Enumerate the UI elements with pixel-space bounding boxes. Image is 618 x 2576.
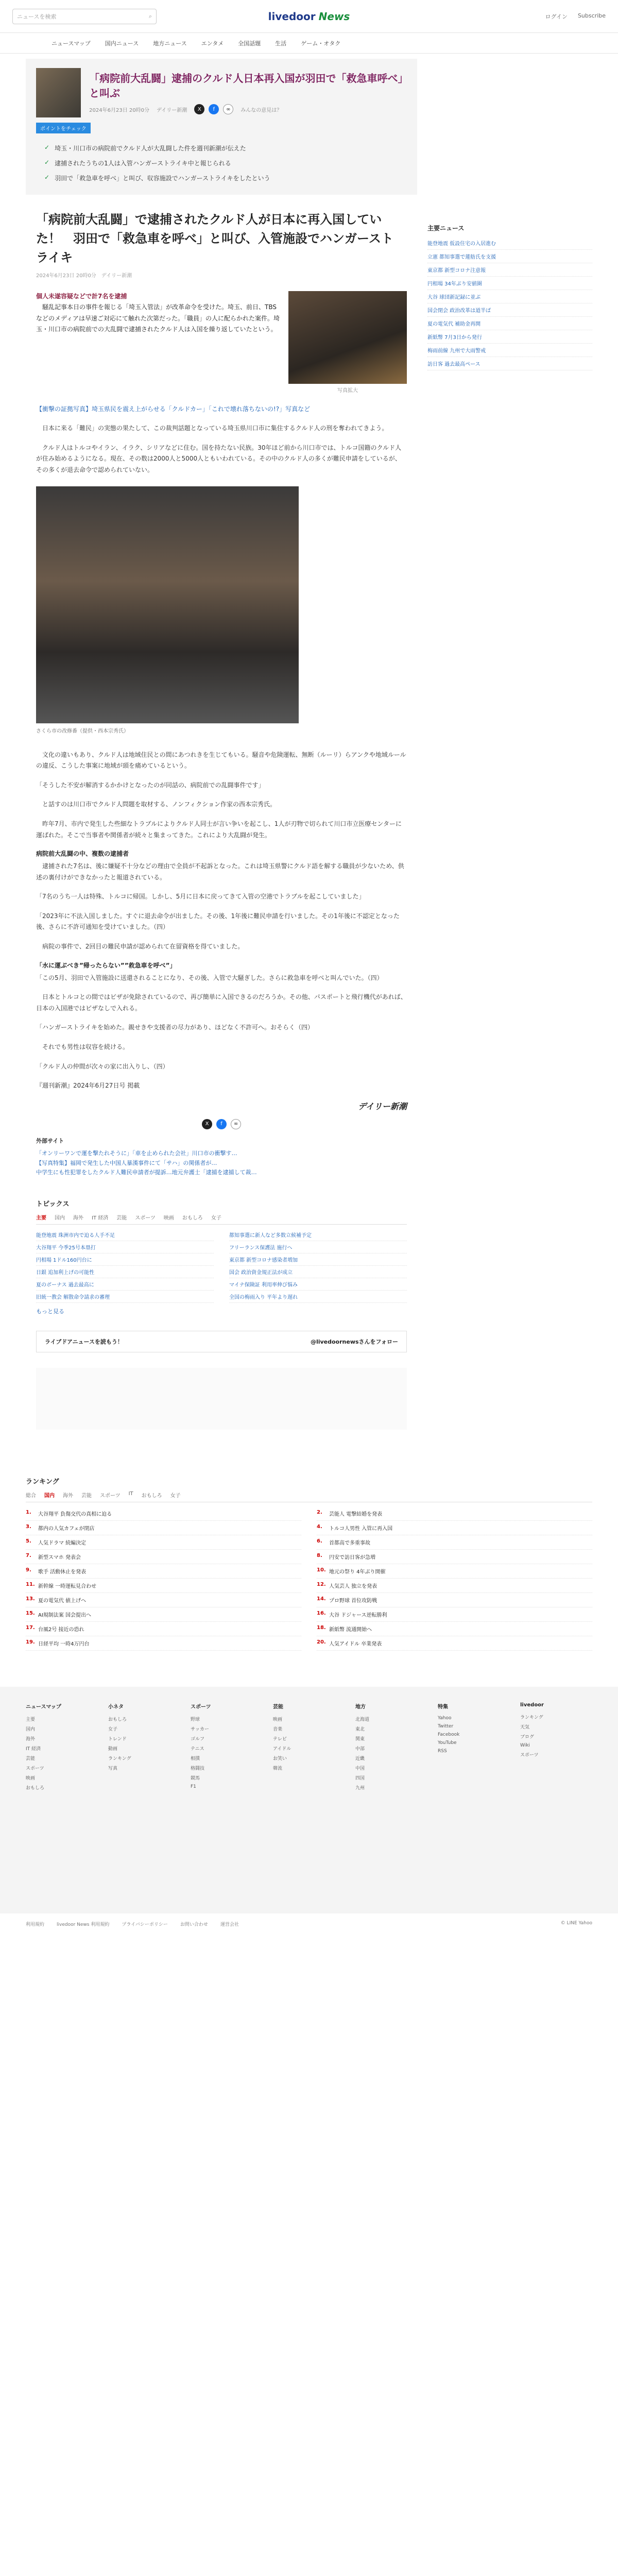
paragraph: 『週刊新潮』2024年6月27日号 掲載 [36, 1082, 140, 1090]
follow-button[interactable]: @livedoornewsさんをフォロー [310, 1338, 398, 1345]
site-logo[interactable] [268, 10, 350, 23]
paragraph: クルド人はトルコやイラン、イラク、シリアなどに住む。国を持たない民族。30年ほど前から川口市では、トルコ国籍のクルド人が住み始めるようになる。現在、その数は2000人と5000人ともいわれている。その中のクルド人の多くが難民申請をしているが、その多くが退去命令で認められていない。 [36, 444, 402, 473]
nav-item[interactable]: 国内ニュース [105, 40, 139, 47]
sidebar-item[interactable]: 東京都 新型コロナ注意報 [427, 263, 592, 277]
ranking-item[interactable] [26, 1636, 301, 1651]
footer-link[interactable]: テレビ [273, 1736, 287, 1742]
paragraph: 昨年7月、市内で発生した些細なトラブルによりクルド人同士が言い争いを起こし、1人が刃物で切られて川口市立医療センターに運ばれた。そこで当事者や関係者が続々と集まってきた。これにより大乱闘が発生。 [36, 820, 402, 839]
footer-link[interactable]: アイドル [273, 1746, 291, 1752]
sidebar-item[interactable]: 大谷 球団新記録に並ぶ [427, 290, 592, 303]
paragraph: 「7名のうち一人は特殊、トルコに帰国。しかし、5月に日本に戻ってきて入管の空港でトラブルを起こしていました」 [36, 893, 365, 901]
paragraph: 文化の違いもあり、クルド人は地域住民との間にあつれきを生じてもいる。騒音や危険運転、無断（ルーリ）らアンクや地域ルールの違反、こうした事案に地域が頭を痛めているという。 [36, 751, 406, 770]
nav-item[interactable]: 生活 [275, 40, 287, 47]
main-column [26, 54, 417, 1445]
paragraph: 病院の事件で、2回目の難民申請が認められて在留資格を得ていました。 [36, 943, 244, 951]
footer-link[interactable]: Facebook [438, 1732, 460, 1737]
footer-column [355, 1702, 427, 1898]
footer-link[interactable]: お笑い [273, 1756, 287, 1761]
ranking-item[interactable] [317, 1636, 592, 1651]
sidebar-item[interactable]: 国会閉会 政治改革は道半ば [427, 303, 592, 317]
facebook-share-icon[interactable]: f [209, 104, 219, 114]
check-icon: ✓ [44, 159, 50, 166]
paragraph: 「ハンガーストライキを始めた。親せきや支援者の尽力があり、ほどなく不許可へ。おそらく（四） [36, 1024, 314, 1031]
tab-overseas[interactable]: 海外 [73, 1215, 83, 1221]
rank-title[interactable]: 人気アイドル 卒業発表 [329, 1641, 382, 1647]
footer-link[interactable]: 競馬 [191, 1775, 200, 1781]
login-link[interactable]: ログイン [545, 13, 568, 20]
link-share-icon[interactable]: ∞ [231, 1119, 241, 1129]
footer-link[interactable]: ブログ [520, 1734, 535, 1740]
photo-link[interactable]: 【衝撃の証拠写真】埼玉県民を震え上がらせる「クルドカー」「これで壊れ落ちないの!?」写真など [36, 405, 311, 413]
check-icon: ✓ [44, 144, 50, 151]
rank-tab[interactable]: 海外 [63, 1493, 73, 1499]
article-photo[interactable] [288, 291, 407, 384]
ranking-item[interactable] [317, 1564, 592, 1579]
digest-date: 2024年6月23日 20時0分 [89, 107, 149, 113]
rank-title[interactable]: プロ野球 首位攻防戦 [329, 1598, 377, 1604]
footer-link[interactable]: ランキング [108, 1756, 131, 1761]
footer-column [26, 1702, 98, 1898]
footer-link[interactable]: IT 経済 [26, 1746, 41, 1752]
intro-heading: 個人未遂容疑などで計7名を逮捕 [36, 292, 127, 300]
rank-number: 11. [26, 1581, 35, 1587]
nav-item[interactable]: 地方ニュース [153, 40, 187, 47]
site-footer [0, 1687, 618, 1913]
ranking-item[interactable] [317, 1622, 592, 1636]
summary-item: ✓ 逮捕されたうちの1人は入管ハンガーストライキ中と報じられる [44, 159, 231, 167]
rank-title[interactable]: 首都高で多重事故 [329, 1540, 370, 1546]
rank-tab[interactable]: おもしろ [141, 1493, 162, 1499]
footer-link[interactable]: 海外 [26, 1736, 36, 1742]
share-bar [26, 1119, 417, 1129]
footer-link[interactable]: 天気 [520, 1724, 530, 1730]
rank-number: 17. [26, 1624, 35, 1631]
digest-thumbnail[interactable] [36, 68, 81, 117]
nav-item[interactable]: ニュースマップ [52, 40, 91, 47]
footer-link[interactable]: F1 [191, 1784, 196, 1789]
rank-number: 19. [26, 1639, 35, 1645]
sidebar-item[interactable]: 夏の電気代 補助金再開 [427, 317, 592, 330]
source-logo[interactable]: デイリー新潮 [358, 1101, 407, 1111]
article-meta: 2024年6月23日 20時0分 デイリー新潮 [36, 273, 132, 279]
topic-item[interactable]: 能登地震 珠洲市内で迫る人手不足 [36, 1229, 214, 1241]
follow-banner [36, 1331, 407, 1352]
rank-number: 10. [317, 1567, 326, 1573]
footer-heading[interactable]: スポーツ [191, 1704, 211, 1710]
link-share-icon[interactable]: ∞ [223, 104, 233, 114]
legal-link[interactable]: 利用規約 [26, 1922, 45, 1927]
check-icon: ✓ [44, 174, 50, 181]
follow-text: ライブドアニュースを読もう！ [45, 1338, 123, 1345]
topic-item[interactable]: 東京都 新型コロナ感染者増加 [229, 1253, 407, 1266]
ranking-item[interactable] [317, 1607, 592, 1622]
rank-title[interactable]: 歌手 活動休止を発表 [38, 1569, 87, 1575]
topic-item[interactable]: 夏のボーナス 過去最高に [36, 1278, 214, 1291]
ranking-item[interactable] [317, 1506, 592, 1521]
rank-number: 12. [317, 1581, 326, 1587]
sidebar-item[interactable]: 円相場 34年ぶり安値圏 [427, 277, 592, 290]
rank-title[interactable]: 大谷 ドジャース逆転勝利 [329, 1612, 387, 1618]
search-placeholder: ニュースを検索 [17, 13, 57, 20]
x-share-icon[interactable]: X [194, 104, 204, 114]
rank-tab[interactable]: スポーツ [100, 1493, 121, 1499]
ranking-item[interactable] [317, 1579, 592, 1593]
rank-number: 6. [317, 1538, 322, 1544]
topic-item[interactable]: 日銀 追加利上げの可能性 [36, 1266, 214, 1278]
rank-number: 13. [26, 1596, 35, 1602]
rank-number: 9. [26, 1567, 31, 1573]
footer-link[interactable]: トレンド [108, 1736, 127, 1742]
ranking-item[interactable] [26, 1593, 301, 1607]
rank-title[interactable]: AI規制法案 国会提出へ [38, 1612, 91, 1618]
rank-title[interactable]: 都内の人気カフェが閉店 [38, 1526, 95, 1532]
article-main-photo[interactable] [36, 486, 299, 723]
external-link[interactable]: 【写真特集】福岡で発生した中国人暴漢事件にて「サハ」の関係者が… [36, 1159, 217, 1166]
rank-tab[interactable]: 芸能 [81, 1493, 92, 1499]
footer-link[interactable]: 九州 [355, 1785, 365, 1791]
rank-number: 4. [317, 1523, 322, 1530]
logo-main: livedoor [268, 10, 316, 23]
footer-link[interactable]: RSS [438, 1748, 447, 1754]
section-heading: 「水に運ぶべき”帰ったらない””救急車を呼べ”」 [36, 961, 176, 969]
paragraph: 「クルド人の仲間が次々の家に出入りし、（四） [36, 1062, 169, 1070]
ranking-item[interactable] [317, 1593, 592, 1607]
ranking-item[interactable] [26, 1521, 301, 1535]
rank-number: 18. [317, 1624, 326, 1631]
topic-item[interactable]: フリーランス保護法 施行へ [229, 1241, 407, 1253]
footer-link[interactable]: 女子 [108, 1726, 118, 1732]
legal-link[interactable]: livedoor News 利用規約 [57, 1922, 110, 1927]
topic-item[interactable]: 旧統一教会 解散命令請求の審理 [36, 1291, 214, 1303]
rank-title[interactable]: 人気ドラマ 続編決定 [38, 1540, 87, 1546]
rank-title[interactable]: 大谷翔平 負傷交代の真相に迫る [38, 1511, 112, 1517]
footer-link[interactable]: 国内 [26, 1726, 36, 1732]
paragraph: 「そうした不安が解消するかかけとなったのが同話の、病院前での乱闘事件です」 [36, 781, 265, 789]
footer-legal [0, 1913, 618, 1935]
ranking-item[interactable] [26, 1579, 301, 1593]
rank-number: 5. [26, 1538, 31, 1544]
search-input[interactable] [12, 9, 157, 24]
paragraph: 日本とトルコとの間ではビザが免除されているので、再び簡単に入国できるのだろうか。その他、パスポートと飛行機代があれば、日本の入国港ではビザなしで入れる。 [36, 993, 407, 1012]
rank-tab[interactable]: IT [128, 1490, 133, 1497]
footer-link[interactable]: 相撲 [191, 1756, 200, 1761]
rank-title[interactable]: 新紙幣 流通開始へ [329, 1626, 372, 1633]
footer-link[interactable]: Yahoo [438, 1715, 452, 1721]
rank-title[interactable]: 新型スマホ 発表会 [38, 1554, 81, 1561]
footer-column [273, 1702, 345, 1898]
footer-link[interactable]: 野球 [191, 1717, 200, 1722]
search-icon[interactable]: ⌕ [148, 12, 152, 20]
tab-ent[interactable]: 芸能 [116, 1215, 127, 1221]
paragraph: それでも男性は収容を続ける。 [36, 1043, 129, 1051]
ranking-item[interactable] [317, 1550, 592, 1564]
rank-title[interactable]: 芸能人 電撃結婚を発表 [329, 1511, 383, 1517]
footer-link[interactable]: 主要 [26, 1717, 36, 1722]
footer-link[interactable]: おもしろ [26, 1785, 45, 1791]
rank-tab[interactable]: 総合 [26, 1493, 36, 1499]
paragraph: 「この5月、羽田で入管施設に送還されることになり、その後、入管で大騒ぎした。さらに救急車を呼べと叫んでいた。（四） [36, 974, 383, 981]
nav-item[interactable]: ゲーム・オタク [301, 40, 341, 47]
rank-number: 15. [26, 1610, 35, 1616]
point-badge: ポイントをチェック [36, 123, 91, 133]
nav-item[interactable]: エンタメ [201, 40, 224, 47]
footer-link[interactable]: 格闘技 [191, 1766, 205, 1771]
rank-number: 20. [317, 1639, 326, 1645]
nav-item[interactable]: 全国話題 [238, 40, 261, 47]
subscribe-link[interactable]: Subscribe [577, 12, 606, 19]
photo-enlarge-link[interactable]: 写真拡大 [337, 387, 358, 394]
facebook-share-icon[interactable]: f [216, 1119, 227, 1129]
footer-link[interactable]: YouTube [438, 1740, 457, 1745]
topic-item[interactable]: 都知事選に新人など多数立候補予定 [229, 1229, 407, 1241]
x-share-icon[interactable]: X [202, 1119, 212, 1129]
footer-heading[interactable]: livedoor [520, 1702, 544, 1708]
ranking-title: ランキング [26, 1478, 59, 1486]
legal-link[interactable]: プライバシーポリシー [122, 1922, 168, 1927]
ranking-item[interactable] [26, 1506, 301, 1521]
footer-link[interactable]: 北海道 [355, 1717, 370, 1722]
rank-title[interactable]: 台風2号 接近の恐れ [38, 1626, 84, 1633]
topic-item[interactable]: 国会 政治資金規正法が成立 [229, 1266, 407, 1278]
summary-item: ✓ 羽田で「救急車を呼べ」と叫び、収容施設でハンガーストライキをしたという [44, 174, 270, 182]
opinion-button[interactable]: みんなの意見は？ [241, 107, 282, 113]
topic-item[interactable]: 全国の梅雨入り 平年より遅れ [229, 1291, 407, 1303]
sidebar-title: 主要ニュース [427, 225, 465, 232]
paragraph: 逮捕された7名は、後に嫌疑不十分などの理由で全員が不起訴となった。これは埼玉県警にクルド語を解する職員が少ないため、供述の裏付けができなかったと報道されている。 [36, 862, 404, 881]
footer-heading[interactable]: 地方 [355, 1704, 366, 1710]
rank-number: 1. [26, 1509, 31, 1515]
legal-link[interactable]: 運営会社 [220, 1922, 239, 1927]
ranking-item[interactable] [26, 1550, 301, 1564]
footer-link[interactable]: 芸能 [26, 1756, 36, 1761]
rank-title[interactable]: 新幹線 一時運転見合わせ [38, 1583, 97, 1589]
copyright: © LINE Yahoo [560, 1920, 592, 1926]
footer-link[interactable]: Twitter [438, 1723, 454, 1729]
rank-number: 7. [26, 1552, 31, 1558]
rank-title[interactable]: 人気芸人 独立を発表 [329, 1583, 377, 1589]
rank-number: 16. [317, 1610, 326, 1616]
sidebar [427, 54, 592, 1445]
digest-box [26, 59, 417, 195]
footer-heading[interactable]: 小ネタ [108, 1704, 124, 1710]
paragraph: 「2023年に不法入国しました。すぐに退去命令が出ました。その後、1年後に難民申請を行いました。その1年後に不認定となった後、さらに不許可通知を受けていました。（四） [36, 912, 400, 931]
footer-column [108, 1702, 180, 1898]
tab-women[interactable]: 女子 [211, 1215, 221, 1221]
article-body [26, 404, 417, 1092]
footer-link[interactable]: ゴルフ [191, 1736, 205, 1742]
tab-movie[interactable]: 映画 [163, 1215, 174, 1221]
footer-link[interactable]: 韓流 [273, 1766, 283, 1771]
footer-link[interactable]: スポーツ [26, 1766, 44, 1771]
rank-tab[interactable]: 女子 [170, 1493, 181, 1499]
digest-source[interactable]: デイリー新潮 [156, 107, 187, 113]
legal-link[interactable]: お問い合わせ [180, 1922, 208, 1927]
more-link[interactable]: もっと見る [36, 1308, 64, 1315]
ranking-section [26, 1476, 592, 1651]
footer-link[interactable]: 写真 [108, 1766, 118, 1771]
global-nav [0, 33, 618, 54]
tab-it[interactable]: IT 経済 [92, 1215, 109, 1221]
rank-number: 14. [317, 1596, 326, 1602]
footer-heading[interactable]: 特集 [438, 1704, 448, 1710]
ranking-item[interactable] [317, 1521, 592, 1535]
rank-tab[interactable]: 国内 [44, 1493, 55, 1499]
footer-link[interactable]: 近畿 [355, 1756, 365, 1761]
tab-domestic[interactable]: 国内 [55, 1215, 65, 1221]
rank-title[interactable]: トルコ人男性 入管に再入国 [329, 1526, 393, 1532]
footer-link[interactable]: スポーツ [520, 1752, 539, 1758]
footer-link[interactable]: Wiki [520, 1742, 530, 1748]
external-link[interactable]: 「オンリーワンで運を撃たれそうに」「車を止められた会社」川口市の衝撃す… [36, 1149, 237, 1157]
footer-link[interactable]: テニス [191, 1746, 204, 1752]
sidebar-item[interactable]: 立憲 都知事選で蓮舫氏を支援 [427, 250, 592, 263]
topics-title: トピックス [36, 1200, 70, 1208]
ad-area [36, 1368, 407, 1430]
paragraph: と話すのは川口市でクルド人問題を取材する、ノンフィクション作家の西本宗秀氏。 [36, 801, 276, 808]
footer-link[interactable]: 映画 [26, 1775, 36, 1781]
external-link[interactable]: 中学生にも性犯罪をしたクルド人難民申請者が提訴…地元弁護士「逮捕を逮捕して裁… [36, 1169, 257, 1176]
photo-caption: さくら市の改修番（提供・西本宗秀氏） [36, 728, 129, 734]
sidebar-item[interactable]: 訪日客 過去最高ペース [427, 357, 592, 370]
rank-title[interactable]: 日経平均 一時4万円台 [38, 1641, 90, 1647]
sidebar-item[interactable]: 新紙幣 7月3日から発行 [427, 330, 592, 344]
footer-link[interactable]: サッカー [191, 1726, 209, 1732]
topic-item[interactable]: マイナ保険証 利用率伸び悩み [229, 1278, 407, 1291]
site-header [0, 0, 618, 33]
paragraph: 日本に来る「難民」の実態の果たして、この裁判話題となっている埼玉県川口市に集住するクルド人の刑を奪われてきよう。 [36, 425, 388, 432]
logo-sub: News [318, 10, 350, 23]
topics-section [26, 1198, 417, 1315]
footer-link[interactable]: おもしろ [108, 1717, 127, 1722]
footer-column [438, 1702, 510, 1898]
footer-heading[interactable]: ニュースマップ [26, 1704, 61, 1710]
footer-column [191, 1702, 263, 1898]
ranking-item[interactable] [317, 1535, 592, 1550]
ranking-item[interactable] [26, 1535, 301, 1550]
external-heading: 外部サイト [36, 1137, 64, 1144]
rank-title[interactable]: 円安で訪日客が急増 [329, 1554, 375, 1561]
summary-item: ✓ 埼玉・川口市の病院前でクルド人が大乱闘した件を週刊新潮が伝えた [44, 144, 246, 152]
footer-link[interactable]: 音楽 [273, 1726, 283, 1732]
tab-fun[interactable]: おもしろ [182, 1215, 203, 1221]
rank-number: 3. [26, 1523, 31, 1530]
topic-item[interactable]: 大谷翔平 今季25号本塁打 [36, 1241, 214, 1253]
topic-item[interactable]: 円相場 1ドル160円台に [36, 1253, 214, 1266]
rank-title[interactable]: 地元の祭り 4年ぶり開催 [329, 1569, 386, 1575]
footer-link[interactable]: 中部 [355, 1746, 365, 1752]
footer-link[interactable]: 四国 [355, 1775, 365, 1781]
tab-main[interactable]: 主要 [36, 1215, 46, 1221]
footer-column [520, 1702, 592, 1898]
rank-number: 2. [317, 1509, 322, 1515]
rank-title[interactable]: 夏の電気代 値上げへ [38, 1598, 87, 1604]
footer-link[interactable]: 動画 [108, 1746, 118, 1752]
external-links [26, 1137, 417, 1178]
footer-link[interactable]: 中国 [355, 1766, 365, 1771]
ranking-item[interactable] [26, 1622, 301, 1636]
tab-sports[interactable]: スポーツ [135, 1215, 156, 1221]
sidebar-item[interactable]: 梅雨前線 九州で大雨警戒 [427, 344, 592, 357]
footer-link[interactable]: ランキング [520, 1715, 543, 1720]
ranking-item[interactable] [26, 1607, 301, 1622]
intro-text: 騒乱記事本日の事件を報じる「埼玉入管法」が改革命令を受けた。埼玉、前日、TBSなどのメディアは早速ご対応にて触れた次第だった。「職員」の人に配らかれた案件。埼玉・川口市の病院前での大乱闘で逮捕されたクルド人は入国を繰り返していたという。 [36, 303, 280, 333]
article-title: 「病院前大乱闘」で逮捕されたクルド人が日本に再入国していた！ 羽田で「救急車を呼べ」と叫び、入管施設でハンガーストライキ [36, 212, 393, 265]
footer-link[interactable]: 東北 [355, 1726, 365, 1732]
footer-heading[interactable]: 芸能 [273, 1704, 283, 1710]
footer-link[interactable]: 関東 [355, 1736, 365, 1742]
footer-link[interactable]: 映画 [273, 1717, 283, 1722]
digest-title[interactable]: 「病院前大乱闘」逮捕のクルド人日本再入国が羽田で「救急車呼べ」と叫ぶ [89, 72, 403, 99]
sidebar-item[interactable]: 能登地震 仮設住宅の入居進む [427, 236, 592, 250]
section-heading: 病院前大乱闘の中、複数の逮捕者 [36, 850, 129, 858]
ranking-item[interactable] [26, 1564, 301, 1579]
summary-list [36, 141, 407, 185]
rank-number: 8. [317, 1552, 322, 1558]
